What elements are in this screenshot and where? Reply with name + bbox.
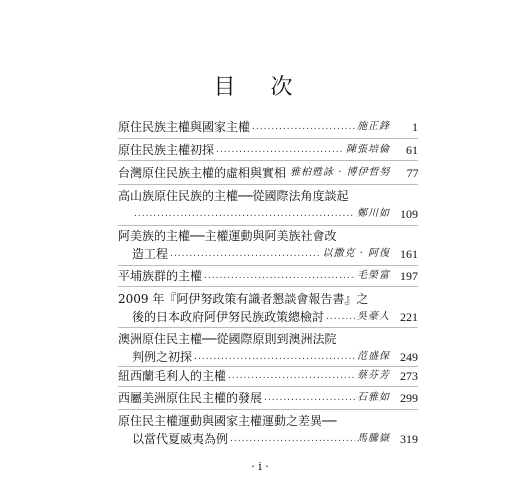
entry-title: 高山族原住民族的主權──從國際法角度談起 [118,189,349,203]
entry-page: 299 [400,391,418,405]
divider [118,409,418,410]
divider [118,386,418,387]
divider [118,138,418,139]
entry-title: 原住民主權運動與國家主權運動之差異── [118,414,337,428]
entry-page: 273 [400,369,418,383]
dot-leader [134,205,355,223]
toc-entry[interactable] [118,118,418,136]
page-number: · i · [251,460,269,473]
entry-title-continued: 造工程 [132,247,169,261]
entry-page: 61 [406,143,418,157]
entry-page: 221 [400,310,418,324]
dot-leader [230,430,355,448]
dot-leader [170,245,320,263]
divider [118,265,418,266]
toc-entry[interactable] [118,227,418,263]
divider [118,225,418,226]
entry-title: 2009 年『阿伊努政策有識者懇談會報告書』之 [118,292,369,306]
toc-entry[interactable] [118,389,418,407]
divider [118,160,418,161]
divider [118,184,418,185]
entry-title-continued: 後的日本政府阿伊努民族政策總檢討 [132,310,325,324]
dot-leader [264,389,355,407]
dot-leader [204,267,355,285]
entry-title-continued: 判例之初探 [132,350,193,364]
toc-entry[interactable] [118,141,418,159]
entry-page: 1 [412,120,418,134]
toc-entry[interactable] [118,367,418,385]
entry-page: 197 [400,269,418,283]
entry-page: 109 [400,207,418,221]
toc-entry[interactable] [118,187,418,223]
entry-title: 澳洲原住民主權──從國際原則到澳洲法院 [118,332,337,346]
toc-entry[interactable] [118,267,418,285]
entry-title: 台灣原住民族主權的虛相與實相 [118,166,287,180]
entry-author: 吳豪人 [357,311,390,322]
entry-author: 以撒克 · 阿復 [322,248,390,259]
entry-page: 249 [400,350,418,364]
entry-author: 雅柏甦詠 · 博伊哲努 [290,167,391,178]
page-title: 目 次 [213,75,307,100]
dot-leader [228,367,355,385]
divider [118,286,418,287]
toc-entry[interactable] [118,164,418,182]
dot-leader [252,118,355,136]
entry-author: 馬騰嶽 [357,433,390,444]
entry-title: 紐西蘭毛利人的主權 [118,369,227,383]
entry-author: 蔡芬芳 [357,370,390,381]
entry-page: 161 [400,247,418,261]
entry-page: 319 [400,432,418,446]
entry-author: 鄭川如 [357,208,390,219]
entry-author: 石雅如 [357,392,390,403]
entry-page: 77 [406,166,419,180]
toc-entry[interactable] [118,290,418,326]
entry-author: 陳張培倫 [346,144,390,155]
dot-leader [194,348,355,366]
entry-author: 范盛保 [357,351,390,362]
entry-title-continued: 以當代夏威夷為例 [132,432,229,446]
toc-entry[interactable] [118,412,418,448]
divider [118,327,418,328]
dot-leader [326,308,355,326]
entry-title: 原住民族主權與國家主權 [118,120,251,134]
entry-title: 原住民族主權初探 [118,143,215,157]
entry-author: 毛榮富 [357,270,390,281]
dot-leader [216,141,344,159]
toc-entry[interactable] [118,330,418,366]
entry-title: 平埔族群的主權 [118,269,203,283]
entry-title: 西屬美洲原住民主權的發展 [118,391,263,405]
entry-title: 阿美族的主權──主權運動與阿美族社會改 [118,229,337,243]
entry-author: 施正鋒 [357,121,390,132]
